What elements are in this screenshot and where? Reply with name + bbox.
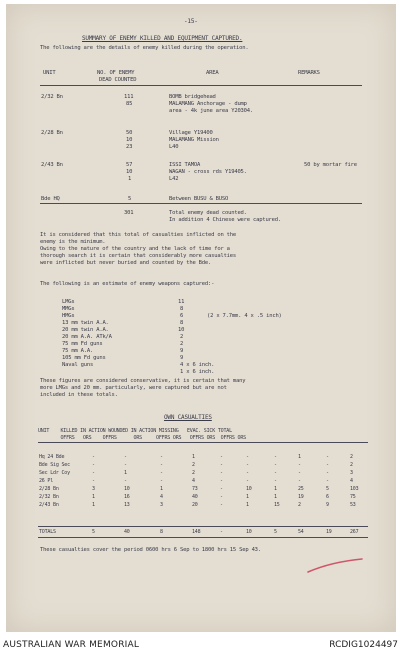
table-row-area: Between BUSU & BUSO <box>169 196 229 202</box>
totals-cell: 54 <box>298 529 304 535</box>
casualty-cell: 4 <box>192 478 195 484</box>
casualty-cell: - <box>92 478 95 484</box>
weapon-name: 75 mm A.A. <box>62 348 94 354</box>
weapon-name: 13 mm twin A.A. <box>62 320 109 326</box>
casualty-cell: 1 <box>160 486 163 492</box>
casualty-cell: 1 <box>246 494 249 500</box>
casualty-cell: - <box>220 502 223 508</box>
totals-cell: 19 <box>326 529 332 535</box>
table-row-unit: 2/43 Bn <box>41 162 63 168</box>
table-row-number: 50 <box>126 130 133 136</box>
casualty-cell: - <box>124 478 127 484</box>
weapons-intro: The following is an estimate of enemy weapons captured:- <box>40 281 215 287</box>
casualty-subheader: OFFRS ORS OFFRS ORS OFFRS ORS OFFRS ORS OFFRS ORS <box>38 435 246 441</box>
archive-footer <box>0 636 402 654</box>
casualty-cell: 1 <box>274 486 277 492</box>
casualty-cell: 20 <box>192 502 198 508</box>
weapon-qty: 2 <box>180 341 184 347</box>
casualty-cell: - <box>160 454 163 460</box>
paragraph-line: were inflicted but never buried and counted by the Bde. <box>40 260 212 266</box>
casualty-cell: - <box>326 470 329 476</box>
casualty-cell: 10 <box>246 486 252 492</box>
table-row-number: 1 <box>128 176 132 182</box>
document-page <box>6 4 396 632</box>
casualty-cell: 19 <box>298 494 304 500</box>
casualty-cell: - <box>246 454 249 460</box>
row-rule <box>40 203 362 204</box>
weapon-name: HMGs <box>62 313 75 319</box>
table-row-area: MALAMANG Mission <box>169 137 219 143</box>
table-row-number: 23 <box>126 144 133 150</box>
casualty-cell: 1 <box>298 454 301 460</box>
page-number: -15- <box>184 18 198 25</box>
casualty-cell: - <box>220 494 223 500</box>
casualty-row-unit: Hq 24 Bde <box>39 454 65 460</box>
weapon-qty: 4 x 6 inch. <box>180 362 215 368</box>
table-row-area: area - 4k june area Y20304. <box>169 108 254 114</box>
totals-cell: 267 <box>350 529 359 535</box>
casualty-cell: - <box>298 462 301 468</box>
casualty-cell: - <box>220 486 223 492</box>
casualty-cell: 15 <box>274 502 280 508</box>
casualty-cell: 2 <box>192 462 195 468</box>
paragraph-line: These figures are considered conservative, it is certain that many <box>40 378 246 384</box>
casualty-cell: 73 <box>192 486 198 492</box>
col-header-number-2: DEAD COUNTED <box>99 77 137 83</box>
totals-cell: 10 <box>246 529 252 535</box>
table-row-unit: 2/28 Bn <box>41 130 63 136</box>
casualty-cell: - <box>246 462 249 468</box>
weapon-qty: 10 <box>178 327 185 333</box>
casualty-cell: 1 <box>274 494 277 500</box>
totals-cell: 5 <box>92 529 95 535</box>
table-row-number: 111 <box>124 94 134 100</box>
table-row-number: 85 <box>126 101 133 107</box>
casualty-cell: - <box>246 470 249 476</box>
casualty-cell: 9 <box>326 502 329 508</box>
total-text: In addition 4 Chinese were captured. <box>169 217 282 223</box>
casualty-cell: 10 <box>124 486 130 492</box>
table-row-unit: 2/32 Bn <box>41 94 63 100</box>
totals-cell: 148 <box>192 529 201 535</box>
weapon-name: 75 mm Fd guns <box>62 341 103 347</box>
casualty-cell: 16 <box>124 494 130 500</box>
weapon-qty: 9 <box>180 355 184 361</box>
casualty-cell: - <box>160 462 163 468</box>
paragraph-line: more LMGs and 20 mm. particularly, were captured but are not <box>40 385 227 391</box>
table-row-number: 10 <box>126 169 133 175</box>
casualty-row-unit: 2/43 Bn <box>39 502 59 508</box>
casualty-cell: 40 <box>192 494 198 500</box>
table-row-area: WAGAN - cross rds Y19405. <box>169 169 247 175</box>
totals-cell: 5 <box>274 529 277 535</box>
table-row-area: MALAMANG Anchorage - dump <box>169 101 247 107</box>
casualty-row-unit: 2/28 Bn <box>39 486 59 492</box>
casualty-cell: 53 <box>350 502 356 508</box>
casualty-cell: 1 <box>92 502 95 508</box>
casualty-cell: - <box>326 462 329 468</box>
weapon-note: (2 x 7.7mm. 4 x .5 inch) <box>207 313 282 319</box>
casualty-cell: 2 <box>350 454 353 460</box>
weapon-qty: 8 <box>180 306 184 312</box>
casualty-cell: 3 <box>92 486 95 492</box>
casualty-cell: 5 <box>326 486 329 492</box>
table-row-area: BOMB bridgehead <box>169 94 216 100</box>
weapon-qty: 2 <box>180 334 184 340</box>
casualty-cell: 1 <box>192 454 195 460</box>
casualty-cell: - <box>160 478 163 484</box>
casualty-cell: 6 <box>326 494 329 500</box>
col-header-area: AREA <box>206 70 219 76</box>
casualty-cell: - <box>220 462 223 468</box>
casualty-cell: - <box>220 478 223 484</box>
casualty-row-unit: Sec Ldr Coy <box>39 470 70 476</box>
weapon-qty: 1 x 6 inch. <box>180 369 215 375</box>
casualty-cell: 25 <box>298 486 304 492</box>
paragraph-line: It is considered that this total of casualties inflicted on the <box>40 232 237 238</box>
table-row-area: Village Y19400 <box>169 130 213 136</box>
casualty-cell: 2 <box>350 462 353 468</box>
footer-id: RCDIG1024497 <box>329 640 398 650</box>
table-row-area: L40 <box>169 144 179 150</box>
totals-rule-bottom <box>38 537 368 538</box>
casualty-cell: - <box>298 470 301 476</box>
weapon-qty: 9 <box>180 348 184 354</box>
footer-source: AUSTRALIAN WAR MEMORIAL <box>3 640 140 650</box>
document-title: SUMMARY OF ENEMY KILLED AND EQUIPMENT CAPTURED. <box>82 35 243 42</box>
paragraph-line: Owing to the nature of the country and the lack of time for a <box>40 246 230 252</box>
casualty-cell: 1 <box>92 494 95 500</box>
paragraph-line: enemy is the minimum. <box>40 239 106 245</box>
casualty-cell: 75 <box>350 494 356 500</box>
casualty-cell: 1 <box>124 470 127 476</box>
paragraph-line: thorough search it is certain that considerably more casualties <box>40 253 237 259</box>
table-row-area: ISSI TAMOA <box>169 162 201 168</box>
table-row-remarks: 50 by mortar fire <box>304 162 357 168</box>
totals-cell: - <box>220 529 223 535</box>
casualty-cell: 103 <box>350 486 359 492</box>
weapon-qty: 6 <box>180 313 184 319</box>
casualty-cell: 1 <box>246 502 249 508</box>
casualty-cell: - <box>326 478 329 484</box>
total-number: 301 <box>124 210 134 216</box>
weapon-name: 20 mm A.A. ATk/A <box>62 334 112 340</box>
own-casualties-title: OWN CASUALTIES <box>164 414 212 421</box>
intro-text: The following are the details of enemy killed during the operation. <box>40 45 249 51</box>
casualty-header-rule <box>38 442 368 443</box>
casualty-cell: - <box>274 454 277 460</box>
table-row-area: L42 <box>169 176 179 182</box>
totals-label: TOTALS <box>39 529 56 535</box>
casualty-cell: - <box>298 478 301 484</box>
casualty-cell: - <box>124 462 127 468</box>
closing-text: These casualties cover the period 0600 hrs 6 Sep to 1800 hrs 15 Sep 43. <box>40 547 261 553</box>
totals-cell: 8 <box>160 529 163 535</box>
col-header-number: NO. OF ENEMY <box>97 70 135 76</box>
casualty-cell: - <box>274 470 277 476</box>
casualty-cell: 2 <box>192 470 195 476</box>
weapon-name: MMGs <box>62 306 75 312</box>
pencil-mark <box>306 556 366 576</box>
casualty-cell: 3 <box>350 470 353 476</box>
casualty-cell: - <box>246 478 249 484</box>
casualty-cell: - <box>220 454 223 460</box>
table-row-number: 10 <box>126 137 133 143</box>
table-row-number: 57 <box>126 162 133 168</box>
header-rule <box>40 85 362 86</box>
weapon-name: Naval guns <box>62 362 94 368</box>
casualty-cell: - <box>92 454 95 460</box>
casualty-cell: - <box>124 454 127 460</box>
casualty-cell: - <box>92 470 95 476</box>
casualty-cell: 13 <box>124 502 130 508</box>
casualty-cell: - <box>274 462 277 468</box>
paragraph-line: included in these totals. <box>40 392 118 398</box>
casualty-cell: 3 <box>160 502 163 508</box>
casualty-row-unit: 2/32 Bn <box>39 494 59 500</box>
weapon-name: 105 mm Fd guns <box>62 355 106 361</box>
casualty-cell: 4 <box>350 478 353 484</box>
casualty-cell: 2 <box>298 502 301 508</box>
col-header-remarks: REMARKS <box>298 70 320 76</box>
weapon-qty: 8 <box>180 320 184 326</box>
casualty-row-unit: Bde Sig Sec <box>39 462 70 468</box>
casualty-cell: - <box>274 478 277 484</box>
col-header-unit: UNIT <box>43 70 56 76</box>
casualty-cell: - <box>220 470 223 476</box>
total-text: Total enemy dead counted. <box>169 210 247 216</box>
totals-cell: 40 <box>124 529 130 535</box>
casualty-cell: - <box>92 462 95 468</box>
totals-rule-top <box>38 526 368 527</box>
casualty-cell: - <box>326 454 329 460</box>
weapon-qty: 11 <box>178 299 185 305</box>
weapon-name: 20 mm twin A.A. <box>62 327 109 333</box>
table-row-number: 5 <box>128 196 132 202</box>
casualty-header: UNIT KILLED IN ACTION WOUNDED IN ACTION MISSING EVAC. SICK TOTAL <box>38 428 232 434</box>
casualty-row-unit: 26 Pl <box>39 478 54 484</box>
casualty-cell: 4 <box>160 494 163 500</box>
table-row-unit: Bde HQ <box>41 196 60 202</box>
weapon-name: LMGs <box>62 299 75 305</box>
casualty-cell: - <box>160 470 163 476</box>
